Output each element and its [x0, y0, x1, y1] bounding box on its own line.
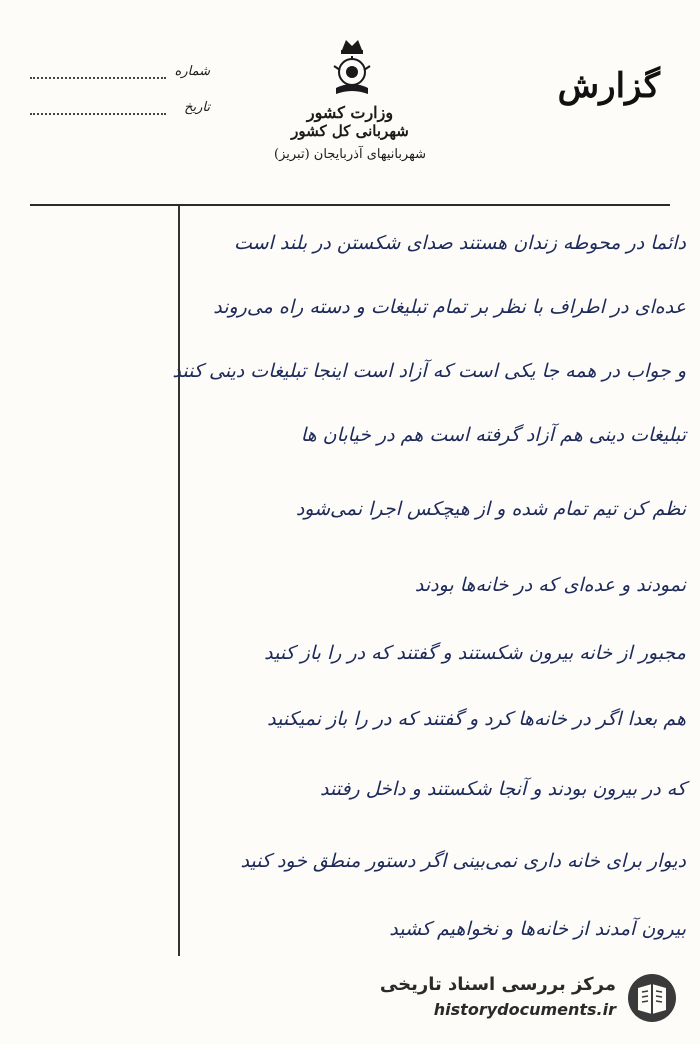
handwritten-line: و جواب در همه جا یکی است که آزاد است اینجا تبلیغات دینی کنند: [172, 360, 686, 382]
date-label: تاریخ: [184, 100, 210, 115]
archive-watermark: [378, 970, 678, 1026]
report-title: گزارش: [557, 66, 660, 106]
handwritten-line: تبلیغات دینی هم آزاد گرفته است هم در خیابان ها: [300, 424, 686, 446]
number-field: [30, 64, 210, 84]
police-hq-name: شهربانی کل کشور: [291, 122, 409, 140]
handwritten-line: هم بعدا اگر در خانه‌ها کرد و گفتند که در را باز نمیکنید: [267, 708, 686, 730]
number-label: شماره: [174, 64, 210, 79]
handwritten-line: بیرون آمدند از خانه‌ها و نخواهیم کشید: [389, 918, 686, 940]
number-dotted-line: [30, 77, 166, 79]
handwritten-line: مجبور از خانه بیرون شکستند و گفتند که در را باز کنید: [264, 642, 686, 664]
handwritten-line: که در بیرون بودند و آنجا شکستند و داخل رفتند: [319, 778, 686, 800]
lion-and-sun-emblem-icon: [328, 36, 376, 100]
letterhead: [250, 104, 450, 164]
handwritten-line: نمودند و عده‌ای که در خانه‌ها بودند: [414, 574, 686, 596]
margin-line: [178, 206, 180, 956]
regional-office: شهربانیهای آذربایجان (تبریز): [274, 147, 426, 162]
archive-site: historydocuments.ir: [433, 1000, 616, 1019]
handwritten-line: دائما در محوطه زندان هستند صدای شکستن در بلند است: [233, 232, 686, 254]
header-divider: [30, 204, 670, 206]
handwritten-line: نظم کن تیم تمام شده و از هیچکس اجرا نمی‌شود: [295, 498, 686, 520]
archive-logo-icon: [626, 972, 678, 1024]
handwritten-line: دیوار برای خانه داری نمی‌بینی اگر دستور منطق خود کنید: [240, 850, 686, 872]
date-field: [30, 100, 210, 120]
ministry-name: وزارت کشور: [306, 103, 394, 122]
handwritten-line: عده‌ای در اطراف با نظر بر تمام تبلیغات و دسته راه می‌روند: [213, 296, 686, 318]
date-dotted-line: [30, 113, 166, 115]
archive-name: مرکز بررسی اسناد تاریخی: [379, 974, 616, 995]
